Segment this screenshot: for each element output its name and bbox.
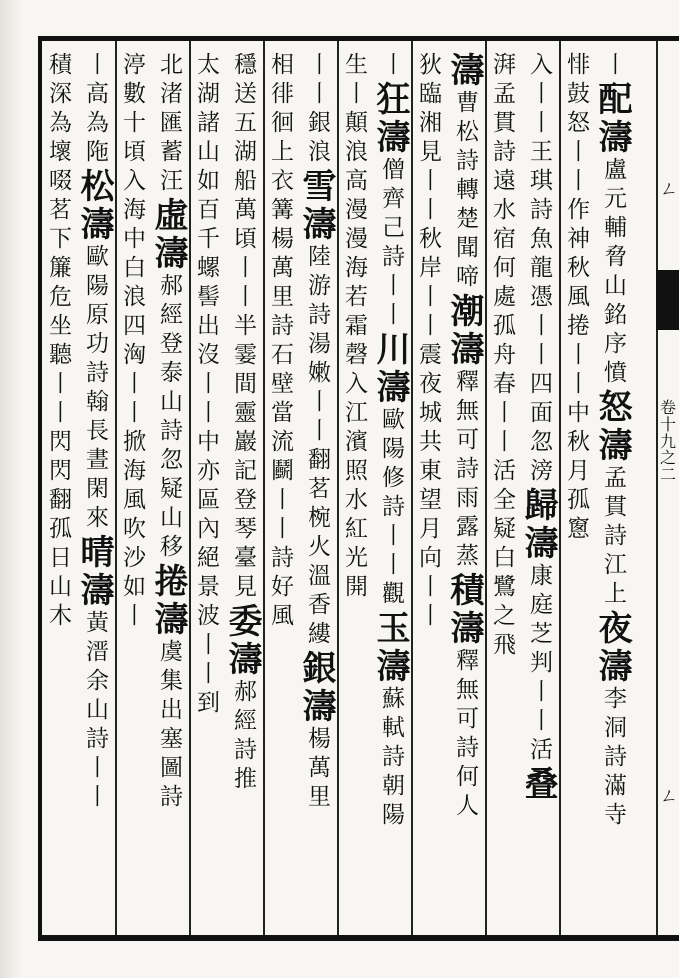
headword: 濤 <box>524 524 559 564</box>
fishtail-mark <box>656 270 679 330</box>
headword: 夜 <box>598 609 633 649</box>
annotation-text: 詩 好 風 <box>271 545 294 629</box>
headword: 配 <box>598 80 633 120</box>
headword: 濤 <box>154 600 189 640</box>
headword: 銀 <box>302 649 337 689</box>
annotation-text: 孟 貫 詩 江 上 <box>604 465 627 607</box>
annotation-text: 釋 無 可 詩 何 人 <box>456 648 479 819</box>
annotation-text: 閃 閃 翻 孤 日 山 木 <box>49 429 72 629</box>
annotation-text: 秋 風 捲 丨 丨 <box>567 255 590 397</box>
annotation-text: 徘 徊 <box>271 81 294 136</box>
annotation-text: 丨 高 為 陁 <box>86 52 109 165</box>
margin-top-mark: ㄥ <box>660 179 678 200</box>
annotation-text: 上 衣 篝 楊 萬 里 詩 石 壁 當 流 鬬 丨 丨 <box>271 139 294 542</box>
annotation-text: 共 東 望 月 向 丨 丨 <box>419 429 442 629</box>
margin-label-char: 九 <box>659 431 676 451</box>
annotation-text: 楊 萬 里 <box>308 726 331 810</box>
headword: 濤 <box>598 426 633 466</box>
annotation-text: 中 秋 月 孤 窻 <box>567 400 590 542</box>
annotation-text: 李 洞 詩 滿 寺 <box>604 686 627 828</box>
headword: 雪 <box>302 167 337 207</box>
annotation-text: 丨 銀 浪 <box>308 81 331 165</box>
annotation-text: 盧 元 輔 脅 山 銘 序 憤 <box>604 157 627 386</box>
page-edge-shadow <box>0 0 22 978</box>
headword: 濤 <box>450 330 485 370</box>
annotation-text: 康 庭 芝 判 丨 丨 活 <box>530 563 553 763</box>
annotation-text: 郝 經 登 泰 山 詩 忽 疑 山 移 <box>160 273 183 560</box>
headword: 怒 <box>598 388 633 428</box>
margin-rule <box>656 41 658 935</box>
annotation-text: 海 風 吹 沙 如 丨 <box>123 458 146 629</box>
headword: 濤 <box>376 118 411 158</box>
headword: 濤 <box>302 687 337 727</box>
margin-label-char: 卷 <box>659 398 676 417</box>
annotation-text: 生 丨 <box>345 52 368 107</box>
headword: 玉 <box>376 609 411 649</box>
annotation-text: 丨 <box>382 52 405 78</box>
annotation-text: 丨 <box>604 52 627 78</box>
margin-volume-label <box>658 400 678 484</box>
headword: 歸 <box>524 486 559 526</box>
text-column <box>39 52 83 932</box>
headword: 濤 <box>228 640 263 680</box>
margin-label-char: 二 <box>659 465 676 485</box>
annotation-text: 渟 數 十 頃 <box>123 52 146 165</box>
headword: 濤 <box>80 571 115 611</box>
headword: 川 <box>376 330 411 370</box>
margin-bottom-mark: ㄥ <box>660 786 678 807</box>
annotation-text: 太 湖 諸 山 如 百 千 螺 髻 出 沒 丨 丨 中 亦 區 內 絕 景 <box>197 52 220 600</box>
frame-bottom-border <box>38 935 679 941</box>
annotation-text: 黃 溍 余 山 詩 丨 丨 <box>86 610 109 810</box>
annotation-text: 僧 齊 己 詩 丨 丨 <box>382 157 405 328</box>
annotation-text: 蘇 軾 詩 朝 陽 <box>382 686 405 828</box>
headword: 潮 <box>450 292 485 332</box>
annotation-text: 悱 鼓 怒 丨 丨 作 神 <box>567 52 590 252</box>
annotation-text: 陸 游 詩 湯 嫩 丨 丨 翻 茗 椀 火 溫 香 縷 <box>308 244 331 647</box>
annotation-text: 歐 陽 修 詩 丨 丨 觀 <box>382 407 405 607</box>
headword: 濤 <box>598 118 633 158</box>
headword: 委 <box>228 602 263 642</box>
annotation-text: 波 丨 丨 到 <box>197 603 220 716</box>
headword: 松 <box>80 167 115 207</box>
headword: 濤 <box>80 205 115 245</box>
annotation-text: 活 全 疑 白 鷺 之 飛 <box>493 458 516 658</box>
headword: 濤 <box>302 205 337 245</box>
headword: 濤 <box>376 368 411 408</box>
annotation-text: 郝 經 詩 推 <box>234 679 257 792</box>
annotation-text: 海 若 霜 磬 入 江 濱 <box>345 255 368 455</box>
annotation-text: 丨 <box>308 52 331 78</box>
frame-top-border <box>38 36 679 41</box>
headword: 濤 <box>450 51 485 91</box>
annotation-text: 入 丨 丨 王 琪 詩 魚 龍 憑 丨 丨 四 面 忽 滂 <box>530 52 553 484</box>
annotation-text: 狄 臨 湘 見 丨 丨 <box>419 52 442 223</box>
headword: 濤 <box>598 647 633 687</box>
headword: 晴 <box>80 533 115 573</box>
annotation-text: 湃 孟 貫 詩 遠 水 宿 何 處 孤 舟 春 丨 丨 <box>493 52 516 455</box>
headword: 捲 <box>154 562 189 602</box>
annotation-text: 顛 浪 高 漫 漫 <box>345 110 368 252</box>
headword: 狂 <box>376 80 411 120</box>
headword: 積 <box>450 571 485 611</box>
headword: 叠 <box>524 765 559 805</box>
annotation-text: 虞 集 出 塞 圖 詩 <box>160 639 183 810</box>
annotation-text: 曹 松 詩 轉 楚 聞 啼 <box>456 90 479 290</box>
headword: 濤 <box>450 609 485 649</box>
margin-label-char: 十 <box>659 414 676 434</box>
headword: 濤 <box>154 234 189 274</box>
annotation-text: 穩 送 五 湖 船 萬 頃 丨 丨 半 霎 間 靈 巖 記 登 琴 臺 見 <box>234 52 257 600</box>
annotation-text: 積 深 為 壞 <box>49 52 72 165</box>
annotation-text: 照 水 紅 光 開 <box>345 458 368 600</box>
margin-label-char: 之 <box>659 448 676 468</box>
annotation-text: 秋 岸 丨 丨 震 夜 城 <box>419 226 442 426</box>
annotation-text: 歐 陽 原 功 詩 翰 長 晝 閑 來 <box>86 244 109 531</box>
annotation-text: 啜 茗 下 簾 危 坐 聽 丨 丨 <box>49 168 72 426</box>
annotation-text: 北 渚 匯 蓄 汪 <box>160 52 183 194</box>
headword: 虛 <box>154 196 189 236</box>
headword: 濤 <box>376 647 411 687</box>
annotation-text: 相 <box>271 52 294 78</box>
annotation-text: 釋 無 可 詩 雨 露 蒸 <box>456 369 479 569</box>
annotation-text: 入 海 中 白 浪 四 洶 丨 丨 掀 <box>123 168 146 455</box>
